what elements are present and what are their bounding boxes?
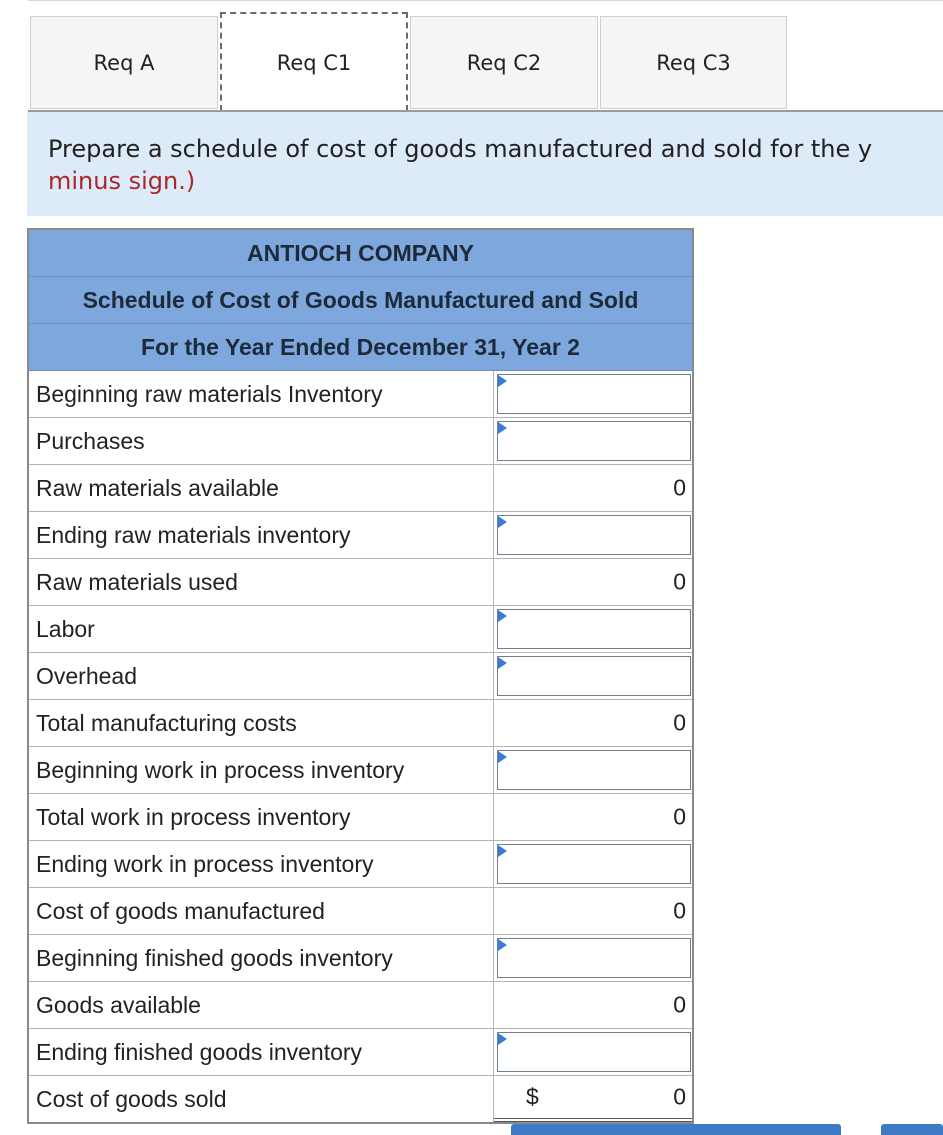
amount-input[interactable]: [497, 609, 691, 649]
row-label: Labor: [29, 606, 494, 652]
row-value-cell: [494, 653, 692, 699]
row-label: Beginning work in process inventory: [29, 747, 494, 793]
amount-input[interactable]: [497, 656, 691, 696]
schedule-row: [29, 700, 692, 747]
row-label: Purchases: [29, 418, 494, 464]
schedule-row: [29, 559, 692, 606]
instruction-panel: [27, 112, 943, 216]
computed-amount: 0: [673, 474, 686, 501]
amount-input[interactable]: [497, 421, 691, 461]
schedule-title: Schedule of Cost of Goods Manufactured and Sold: [29, 277, 692, 324]
amount-input[interactable]: [497, 844, 691, 884]
currency-symbol: $: [526, 1083, 539, 1110]
amount-input[interactable]: [497, 750, 691, 790]
schedule-row: [29, 418, 692, 465]
company-name: ANTIOCH COMPANY: [29, 230, 692, 277]
row-value-cell: [494, 512, 692, 558]
amount-input[interactable]: [497, 938, 691, 978]
amount-input[interactable]: [497, 374, 691, 414]
row-label: Beginning finished goods inventory: [29, 935, 494, 981]
row-label: Ending finished goods inventory: [29, 1029, 494, 1075]
nav-button-next[interactable]: [881, 1124, 943, 1135]
schedule-row: [29, 982, 692, 1029]
tab-req-c3[interactable]: Req C3: [600, 16, 787, 109]
computed-amount: 0: [673, 1083, 686, 1110]
instruction-main: Prepare a schedule of cost of goods manufactured and sold for the y: [48, 135, 873, 163]
schedule-table: [27, 228, 694, 1124]
schedule-row: [29, 935, 692, 982]
schedule-rows: [29, 371, 692, 1122]
row-label: Ending raw materials inventory: [29, 512, 494, 558]
row-value-cell: [494, 1029, 692, 1075]
tab-req-c1[interactable]: Req C1: [220, 12, 408, 111]
schedule-row: [29, 1076, 692, 1122]
computed-amount: 0: [673, 568, 686, 595]
computed-amount: 0: [673, 991, 686, 1018]
amount-input[interactable]: [497, 1032, 691, 1072]
tab-req-a[interactable]: Req A: [30, 16, 218, 109]
amount-input[interactable]: [497, 515, 691, 555]
row-value-cell: [494, 465, 692, 511]
computed-amount: 0: [673, 897, 686, 924]
row-value-cell: [494, 888, 692, 934]
row-label: Goods available: [29, 982, 494, 1028]
row-value-cell: [494, 982, 692, 1028]
schedule-row: [29, 653, 692, 700]
row-label: Ending work in process inventory: [29, 841, 494, 887]
row-value-cell: [494, 700, 692, 746]
row-label: Cost of goods sold: [29, 1076, 494, 1122]
top-divider: [28, 0, 943, 1]
schedule-row: [29, 747, 692, 794]
row-label: Cost of goods manufactured: [29, 888, 494, 934]
row-value-cell: [494, 794, 692, 840]
schedule-row: [29, 512, 692, 559]
row-label: Total work in process inventory: [29, 794, 494, 840]
computed-amount: 0: [673, 803, 686, 830]
nav-button-prev[interactable]: [511, 1124, 841, 1135]
row-label: Beginning raw materials Inventory: [29, 371, 494, 417]
computed-amount: 0: [673, 709, 686, 736]
row-label: Overhead: [29, 653, 494, 699]
row-value-cell: [494, 1076, 692, 1122]
schedule-row: [29, 841, 692, 888]
row-value-cell: [494, 606, 692, 652]
row-value-cell: [494, 559, 692, 605]
schedule-row: [29, 794, 692, 841]
instruction-note: minus sign.): [48, 167, 196, 195]
row-value-cell: [494, 935, 692, 981]
instruction-text: [48, 133, 872, 197]
schedule-row: [29, 465, 692, 512]
row-label: Total manufacturing costs: [29, 700, 494, 746]
tab-req-c2[interactable]: Req C2: [410, 16, 598, 109]
schedule-row: [29, 371, 692, 418]
schedule-row: [29, 888, 692, 935]
row-value-cell: [494, 418, 692, 464]
row-label: Raw materials available: [29, 465, 494, 511]
row-value-cell: [494, 371, 692, 417]
row-value-cell: [494, 841, 692, 887]
schedule-period: For the Year Ended December 31, Year 2: [29, 324, 692, 371]
schedule-row: [29, 1029, 692, 1076]
row-value-cell: [494, 747, 692, 793]
row-label: Raw materials used: [29, 559, 494, 605]
schedule-row: [29, 606, 692, 653]
